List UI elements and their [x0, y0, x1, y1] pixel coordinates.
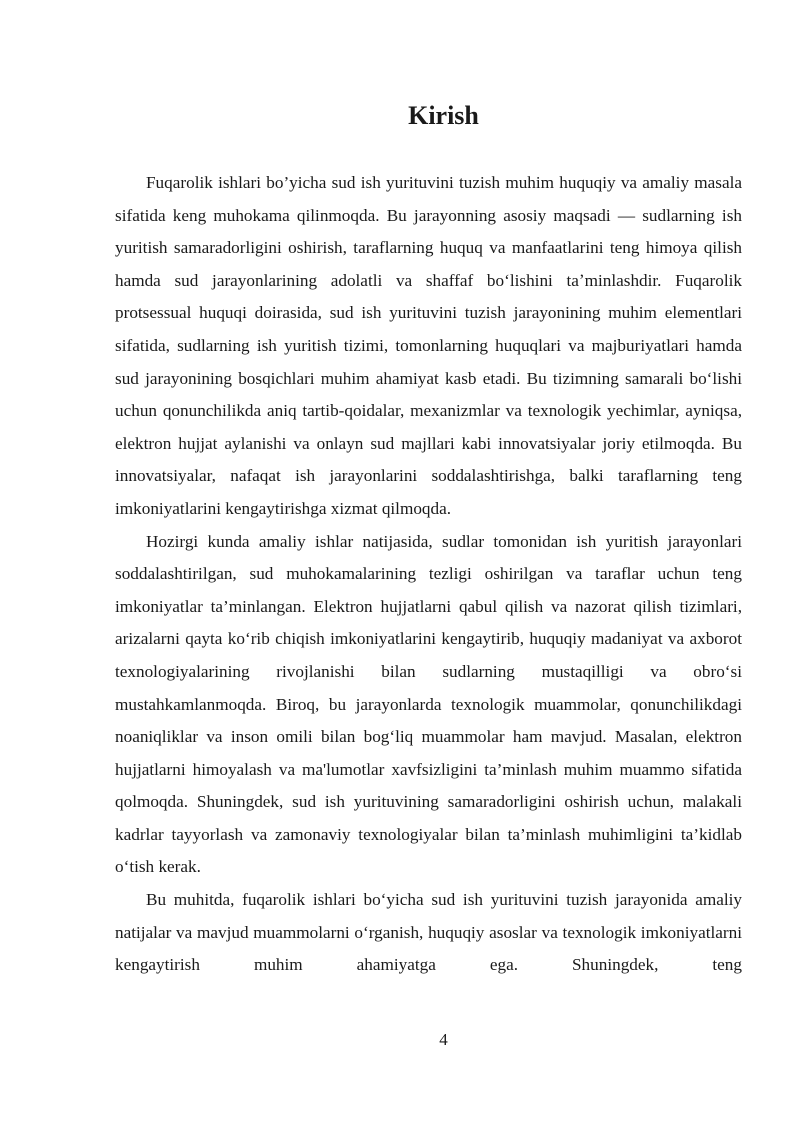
- paragraph-2: Hozirgi kunda amaliy ishlar natijasida, sudlar tomonidan ish yuritish jarayonlari soddalashtirilgan, sud muhokamalarining tezligi oshirilgan va taraflar uchun teng imkoniyatlar ta’minlangan. Elektron hujjatlarni qabul qilish va nazorat qilish tizimlari, arizalarni qayta koʻrib chiqish imkoniyatlarini kengaytirib, huquqiy madaniyat va axborot texnologiyalarining rivojlanishi bilan sudlarning mustaqilligi va obroʻsi mustahkamlanmoqda. Biroq, bu jarayonlarda texnologik muammolar, qonunchilikdagi noaniqliklar va inson omili bilan bogʻliq muammolar ham mavjud. Masalan, elektron hujjatlarni himoyalash va ma'lumotlar xavfsizligini ta’minlash muhim muammo sifatida qolmoqda. Shuningdek, sud ish yurituvining samaradorligini oshirish uchun, malakali kadrlar tayyorlash va zamonaviy texnologiyalar bilan ta’minlash muhimligini ta’kidlab oʻtish kerak.: [115, 531, 742, 877]
- section-title: Kirish: [408, 101, 479, 130]
- body-text: [115, 167, 742, 982]
- page-number: 4: [439, 1030, 448, 1049]
- document-page: [115, 0, 742, 1131]
- paragraph-3: Bu muhitda, fuqarolik ishlari boʻyicha sud ish yurituvini tuzish jarayonida amaliy natijalar va mavjud muammolarni oʻrganish, huquqiy asoslar va texnologik imkoniyatlarni kengaytirish muhim ahamiyatga ega. Shuningdek, teng: [115, 890, 742, 975]
- paragraph-1: Fuqarolik ishlari bo’yicha sud ish yurituvini tuzish muhim huquqiy va amaliy masala sifatida keng muhokama qilinmoqda. Bu jarayonning asosiy maqsadi — sudlarning ish yuritish samaradorligini oshirish, taraflarning huquq va manfaatlarini teng himoya qilish hamda sud jarayonlarining adolatli va shaffaf boʻlishini taʼminlashdir. Fuqarolik protsessual huquqi doirasida, sud ish yurituvini tuzish jarayonining muhim elementlari sifatida, sudlarning ish yuritish tizimi, tomonlarning huquqlari va majburiyatlari hamda sud jarayonining bosqichlari muhim ahamiyat kasb etadi. Bu tizimning samarali boʻlishi uchun qonunchilikda aniq tartib-qoidalar, mexanizmlar va texnologik yechimlar, ayniqsa, elektron hujjat aylanishi va onlayn sud majllari kabi innovatsiyalar joriy etilmoqda. Bu innovatsiyalar, nafaqat ish jarayonlarini soddalashtirishga, balki taraflarning teng imkoniyatlarini kengaytirishga xizmat qilmoqda.: [115, 173, 742, 518]
